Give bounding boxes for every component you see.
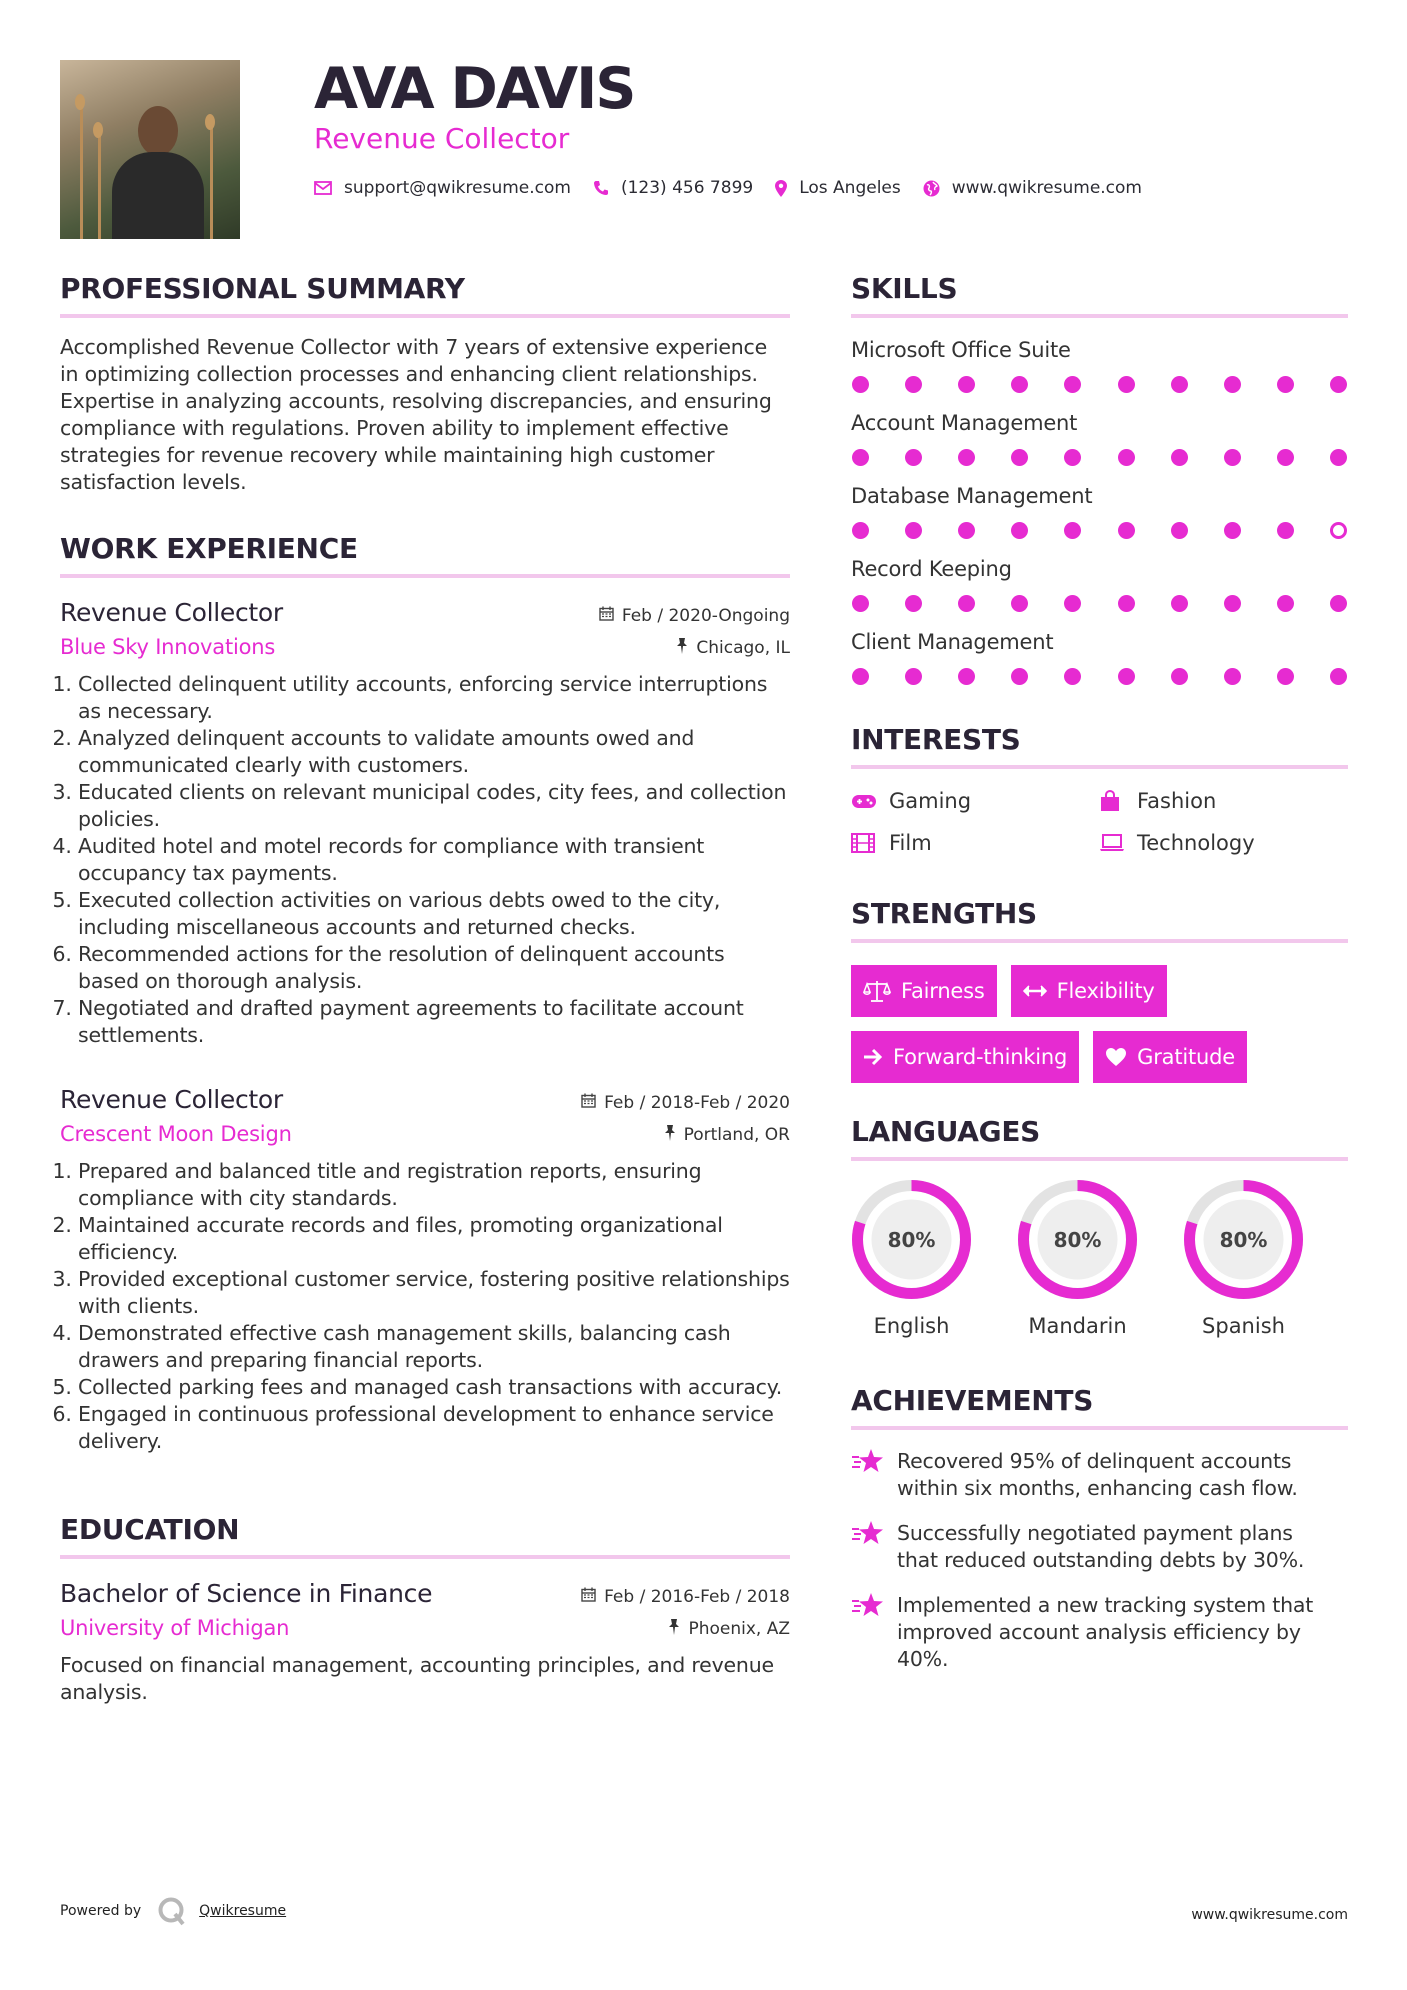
education-section	[60, 1513, 790, 1706]
footer-url[interactable]: www.qwikresume.com	[1191, 1907, 1348, 1923]
right-column	[851, 272, 1348, 1673]
skill-rating	[851, 668, 1348, 685]
achievement-item	[851, 1592, 1348, 1673]
rating-dot-filled	[1330, 449, 1347, 466]
language-name: Spanish	[1202, 1314, 1285, 1338]
interests-section	[851, 723, 1348, 855]
rating-dot-filled	[1330, 668, 1347, 685]
duty-item: 4. Audited hotel and motel records for compliance with transient occupancy tax payments.	[78, 833, 790, 887]
achievement-item	[851, 1448, 1348, 1502]
rating-dot-filled	[1118, 376, 1135, 393]
rating-dot-filled	[1118, 522, 1135, 539]
job-entry	[60, 1085, 790, 1455]
rating-dot-filled	[1277, 668, 1294, 685]
left-column	[60, 272, 790, 1706]
company-name: Crescent Moon Design	[60, 1122, 292, 1146]
rating-dot-filled	[1330, 595, 1347, 612]
skill-item	[851, 630, 1348, 685]
achievement-text: Successfully negotiated payment plans that reduced outstanding debts by 30%.	[897, 1521, 1305, 1572]
duty-item: 2. Analyzed delinquent accounts to validate amounts owed and communicated clearly with customers.	[78, 725, 790, 779]
gamepad-icon	[851, 794, 879, 809]
rating-dot-filled	[852, 376, 869, 393]
skills-section	[851, 272, 1348, 685]
interest-label: Fashion	[1137, 789, 1217, 813]
calendar-icon	[599, 606, 614, 625]
contact-location-text: Los Angeles	[799, 178, 901, 198]
company-name: Blue Sky Innovations	[60, 635, 276, 659]
pin-icon	[676, 638, 688, 658]
job-date	[599, 606, 790, 626]
strengths-heading: STRENGTHS	[851, 897, 1348, 943]
star-icon	[851, 1592, 887, 1618]
rating-dot-filled	[1118, 449, 1135, 466]
duty-item: 1. Collected delinquent utility accounts, enforcing service interruptions as necessary.	[78, 671, 790, 725]
rating-dot-filled	[1171, 449, 1188, 466]
balance-scale-icon	[863, 980, 891, 1002]
strength-label: Gratitude	[1137, 1045, 1235, 1069]
job-date	[581, 1093, 790, 1113]
language-item	[1017, 1179, 1138, 1338]
rating-dot-filled	[1064, 668, 1081, 685]
strength-badge	[1011, 965, 1167, 1017]
strengths-section	[851, 897, 1348, 1083]
achievements-heading: ACHIEVEMENTS	[851, 1384, 1348, 1430]
rating-dot-filled	[905, 595, 922, 612]
duty-item: 4. Demonstrated effective cash management skills, balancing cash drawers and preparing financial reports.	[78, 1320, 790, 1374]
rating-dot-filled	[905, 522, 922, 539]
skill-name: Record Keeping	[851, 557, 1012, 581]
rating-dot-filled	[1277, 449, 1294, 466]
calendar-icon	[581, 1587, 596, 1606]
pin-icon	[664, 1125, 676, 1145]
calendar-icon	[581, 1093, 596, 1112]
strength-label: Flexibility	[1056, 979, 1155, 1003]
rating-dot-filled	[958, 668, 975, 685]
interest-item	[1099, 789, 1347, 813]
education-location	[668, 1619, 790, 1639]
language-item	[1183, 1179, 1304, 1338]
phone-icon	[593, 180, 609, 196]
job-location-text: Chicago, IL	[696, 638, 790, 658]
rating-dot-filled	[1277, 376, 1294, 393]
rating-dot-filled	[1224, 376, 1241, 393]
footer-powered-by	[60, 1896, 286, 1926]
rating-dot-filled	[1171, 595, 1188, 612]
rating-dot-filled	[1224, 595, 1241, 612]
achievements-section	[851, 1384, 1348, 1673]
rating-dot-filled	[1011, 668, 1028, 685]
envelope-icon	[314, 181, 332, 195]
job-date-text: Feb / 2020-Ongoing	[621, 605, 790, 626]
education-location-text: Phoenix, AZ	[688, 1619, 790, 1639]
rating-dot-filled	[852, 595, 869, 612]
globe-icon	[923, 180, 940, 197]
contact-bar	[314, 178, 1164, 198]
duty-item: 1. Prepared and balanced title and registration reports, ensuring compliance with city standards.	[78, 1158, 790, 1212]
rating-dot-filled	[852, 449, 869, 466]
skill-item	[851, 557, 1348, 612]
rating-dot-filled	[1064, 449, 1081, 466]
interest-label: Technology	[1137, 831, 1255, 855]
degree-title: Bachelor of Science in Finance	[60, 1579, 433, 1608]
strength-badge	[1093, 1031, 1247, 1083]
job-entry	[60, 598, 790, 1049]
skill-rating	[851, 376, 1348, 393]
interest-item	[851, 789, 1099, 813]
interest-label: Film	[889, 831, 932, 855]
rating-dot-filled	[905, 376, 922, 393]
duty-item: 5. Executed collection activities on various debts owed to the city, including miscellaneous accounts and returned checks.	[78, 887, 790, 941]
education-date	[581, 1587, 790, 1607]
job-title: Revenue Collector	[60, 1085, 283, 1114]
rating-dot-filled	[958, 522, 975, 539]
education-heading: EDUCATION	[60, 1513, 790, 1559]
contact-email[interactable]	[314, 178, 571, 198]
rating-dot-filled	[1277, 595, 1294, 612]
shopping-bag-icon	[1099, 790, 1127, 812]
education-date-text: Feb / 2016-Feb / 2018	[604, 1586, 790, 1607]
duty-item: 5. Collected parking fees and managed cash transactions with accuracy.	[78, 1374, 790, 1401]
interest-item	[851, 831, 1099, 855]
job-location	[664, 1125, 790, 1145]
contact-phone[interactable]	[593, 178, 753, 198]
rating-dot-filled	[852, 522, 869, 539]
summary-section	[60, 272, 790, 496]
rating-dot-filled	[1064, 522, 1081, 539]
language-percent: 80%	[1219, 1227, 1268, 1252]
language-name: Mandarin	[1028, 1314, 1127, 1338]
job-location	[676, 638, 790, 658]
skill-item	[851, 411, 1348, 466]
duty-list	[60, 1158, 790, 1455]
interest-label: Gaming	[889, 789, 972, 813]
rating-dot-filled	[958, 595, 975, 612]
skill-rating	[851, 522, 1348, 539]
rating-dot-filled	[1064, 595, 1081, 612]
rating-dot-filled	[1224, 668, 1241, 685]
arrow-right-icon	[863, 1048, 883, 1066]
rating-dot-filled	[1011, 522, 1028, 539]
rating-dot-filled	[1171, 376, 1188, 393]
education-description: Focused on financial management, accounting principles, and revenue analysis.	[60, 1653, 774, 1704]
candidate-name: AVA DAVIS	[314, 56, 635, 122]
qwikresume-logo-icon	[157, 1896, 187, 1926]
job-title: Revenue Collector	[60, 598, 283, 627]
contact-phone-text: (123) 456 7899	[620, 178, 754, 198]
star-icon	[851, 1448, 887, 1474]
candidate-title: Revenue Collector	[314, 122, 570, 155]
rating-dot-filled	[1171, 522, 1188, 539]
languages-heading: LANGUAGES	[851, 1115, 1348, 1161]
rating-dot-filled	[958, 376, 975, 393]
achievement-text: Recovered 95% of delinquent accounts within six months, enhancing cash flow.	[897, 1449, 1298, 1500]
map-pin-icon	[775, 180, 787, 197]
skill-name: Client Management	[851, 630, 1054, 654]
language-percent: 80%	[1053, 1227, 1102, 1252]
pin-icon	[668, 1619, 680, 1639]
job-date-text: Feb / 2018-Feb / 2020	[604, 1092, 790, 1113]
duty-item: 3. Educated clients on relevant municipal codes, city fees, and collection policies.	[78, 779, 790, 833]
rating-dot-filled	[958, 449, 975, 466]
experience-heading: WORK EXPERIENCE	[60, 532, 790, 578]
contact-website-text: www.qwikresume.com	[951, 178, 1142, 198]
rating-dot-filled	[852, 668, 869, 685]
language-percent: 80%	[887, 1227, 936, 1252]
job-location-text: Portland, OR	[683, 1125, 790, 1145]
film-icon	[851, 833, 879, 853]
language-progress-ring	[1183, 1179, 1304, 1300]
skill-name: Database Management	[851, 484, 1093, 508]
language-name: English	[873, 1314, 950, 1338]
rating-dot-filled	[1330, 376, 1347, 393]
achievement-item	[851, 1520, 1348, 1574]
strength-badge	[851, 1031, 1079, 1083]
school-name: University of Michigan	[60, 1616, 290, 1640]
language-progress-ring	[851, 1179, 972, 1300]
skill-name: Account Management	[851, 411, 1078, 435]
strength-badge	[851, 965, 997, 1017]
laptop-icon	[1099, 834, 1127, 852]
duty-item: 3. Provided exceptional customer service, fostering positive relationships with clients.	[78, 1266, 790, 1320]
rating-dot-filled	[1118, 668, 1135, 685]
rating-dot-filled	[1064, 376, 1081, 393]
duty-list	[60, 671, 790, 1049]
skill-name: Microsoft Office Suite	[851, 338, 1071, 362]
duty-item: 6. Recommended actions for the resolution of delinquent accounts based on thorough analysis.	[78, 941, 790, 995]
summary-heading: PROFESSIONAL SUMMARY	[60, 272, 790, 318]
rating-dot-filled	[1171, 668, 1188, 685]
rating-dot-filled	[1118, 595, 1135, 612]
language-progress-ring	[1017, 1179, 1138, 1300]
star-icon	[851, 1520, 887, 1546]
skill-rating	[851, 595, 1348, 612]
qwikresume-link[interactable]: Qwikresume	[199, 1903, 287, 1919]
summary-text: Accomplished Revenue Collector with 7 years of extensive experience in optimizing collection processes and enhancing client relationships. Expertise in analyzing accounts, resolving discrepancies, and ensuring compliance with regulations. Proven ability to implement effective strategies for revenue recovery while maintaining high customer satisfaction levels.	[60, 335, 772, 494]
experience-section	[60, 532, 790, 1455]
skills-heading: SKILLS	[851, 272, 1348, 318]
rating-dot-filled	[1277, 522, 1294, 539]
achievement-text: Implemented a new tracking system that improved account analysis efficiency by 40%.	[897, 1593, 1314, 1671]
strength-label: Forward-thinking	[893, 1045, 1068, 1069]
duty-item: 2. Maintained accurate records and files, promoting organizational efficiency.	[78, 1212, 790, 1266]
rating-dot-filled	[1224, 449, 1241, 466]
skill-item	[851, 338, 1348, 393]
strength-label: Fairness	[901, 979, 985, 1003]
rating-dot-filled	[905, 668, 922, 685]
contact-website[interactable]	[923, 178, 1142, 198]
arrows-horizontal-icon	[1023, 985, 1047, 997]
rating-dot-filled	[905, 449, 922, 466]
rating-dot-filled	[1011, 595, 1028, 612]
languages-section	[851, 1115, 1348, 1338]
duty-item: 6. Engaged in continuous professional development to enhance service delivery.	[78, 1401, 790, 1455]
rating-dot-filled	[1224, 522, 1241, 539]
rating-dot-filled	[1011, 449, 1028, 466]
interest-item	[1099, 831, 1347, 855]
contact-email-text: support@qwikresume.com	[344, 178, 571, 198]
skill-item	[851, 484, 1348, 539]
rating-dot-filled	[1011, 376, 1028, 393]
contact-location	[775, 178, 901, 198]
duty-item: 7. Negotiated and drafted payment agreements to facilitate account settlements.	[78, 995, 790, 1049]
profile-photo	[60, 60, 240, 239]
powered-by-text: Powered by	[60, 1903, 142, 1919]
heart-icon	[1105, 1047, 1127, 1067]
rating-dot-empty	[1330, 522, 1347, 539]
language-item	[851, 1179, 972, 1338]
skill-rating	[851, 449, 1348, 466]
interests-heading: INTERESTS	[851, 723, 1348, 769]
